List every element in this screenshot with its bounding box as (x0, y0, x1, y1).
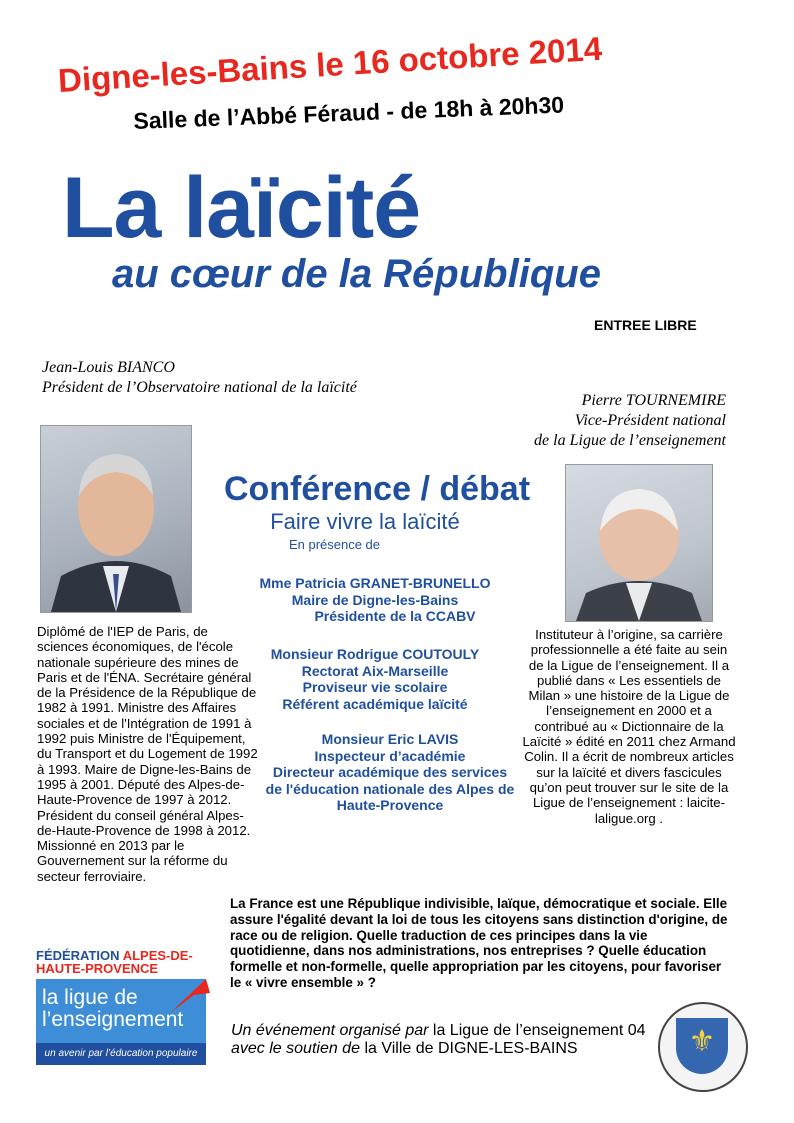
portrait-right-illustration (566, 465, 712, 621)
speaker-right-photo (565, 464, 713, 622)
ligue-logo-text (42, 987, 183, 1031)
guest-line: Proviseur vie scolaire (302, 679, 448, 695)
fleur-de-lis-icon: ⚜ (688, 1025, 716, 1058)
conference-title: Conférence / débat (223, 470, 531, 508)
organiser-italic: Un événement organisé par (231, 1022, 429, 1039)
speaker-right-role-line1: Vice-Président national (574, 412, 726, 429)
guest-line: Directeur académique des services (272, 764, 508, 780)
speaker-left-name: Jean-Louis BIANCO (42, 359, 175, 376)
speaker-right-name: Pierre TOURNEMIRE (581, 392, 726, 409)
federation-region-1: ALPES-DE- (122, 948, 193, 963)
speaker-left-bio: Diplômé de l'IEP de Paris, de sciences économiques, de l'école nationale supérieure des mines de Paris et de l'ÉNA. Secrétaire général de la Présidence de la République de 1982 à 1991. Ministre des Affaires sociales et de l'Intégration de 1991 à 1992 puis Ministre de l'Équipement, du Transport et du Logement de 1992 à 1993. Maire de Digne-les-Bains de 1995 à 2001. Député des Alpes-de-Haute-Provence de 1997 à 2012. Président du conseil général Alpes-de-Haute-Provence de 1998 à 2012. Missionné en 2013 par le Gouvernement sur la réforme du secteur ferroviaire. (37, 624, 258, 884)
speaker-left-photo (40, 425, 192, 613)
city-seal-icon (658, 1002, 748, 1092)
main-title: La laïcité (62, 160, 421, 256)
support-italic: avec le soutien de (231, 1040, 360, 1057)
red-arrow-icon (166, 973, 214, 1021)
main-subtitle: au cœur de la République (112, 252, 601, 296)
guest-line: Monsieur Rodrigue COUTOULY (270, 646, 480, 662)
federation-label (36, 949, 193, 975)
speaker-right-caption (380, 391, 726, 451)
logo-line1: la ligue de (42, 986, 138, 1009)
guest-line: Présidente de la CCABV (314, 608, 476, 624)
guest-line: Haute-Provence (336, 797, 444, 813)
guest-granet-brunello (230, 575, 520, 625)
federation-word: FÉDÉRATION (36, 948, 120, 963)
organiser-name: la Ligue de l’enseignement 04 (432, 1022, 646, 1039)
federation-region-2: HAUTE-PROVENCE (36, 961, 159, 976)
manifesto-text: La France est une République indivisible, laïque, démocratique et sociale. Elle assure l'égalité devant la loi de tous les citoyens sans distinction d'origine, de race ou de religion. Quelle traduction de ces principes dans la vie quotidienne, dans nos administrations, nos entreprises ? Quelle éducation formelle et non-formelle, quelle appropriation par les citoyens, pour favoriser le « vivre ensemble » ? (230, 896, 728, 990)
guest-line: Maire de Digne-les-Bains (291, 591, 459, 608)
event-date-heading: Digne-les-Bains le 16 octobre 2014 (57, 29, 603, 99)
seal-shield (676, 1018, 728, 1074)
guest-line: Mme Patricia GRANET-BRUNELLO (259, 575, 491, 591)
speaker-right-bio: Instituteur à l’origine, sa carrière professionnelle a été faite au sein de la Ligue de l’enseignement. Il a publié dans « Les essentiels de Milan » une histoire de la Ligue de l’enseignement en 2000 et a contribué au « Dictionnaire de la Laïcité » édité en 2011 chez Armand Colin. Il a écrit de nombreux articles sur la laïcité et divers fascicules qu’on peut trouver sur le site de la Ligue de l’enseignement : laicite-laligue.org . (522, 627, 736, 826)
ligue-logo (36, 979, 206, 1065)
guest-line: Monsieur Eric LAVIS (321, 731, 459, 747)
guest-line: Référent académique laïcité (282, 695, 468, 712)
logo-tagline: un avenir par l’éducation populaire (36, 1043, 206, 1065)
free-entry-label: ENTREE LIBRE (594, 317, 697, 333)
speaker-left-caption (42, 358, 357, 398)
guest-coutouly (230, 646, 520, 712)
logo-line2: l’enseignement (42, 1008, 184, 1031)
guest-lavis (230, 731, 550, 814)
organiser-credit (231, 1022, 646, 1058)
speaker-left-role: Président de l’Observatoire national de la laïcité (42, 379, 357, 396)
guest-line: Rectorat Aix-Marseille (301, 662, 449, 679)
event-venue-heading: Salle de l’Abbé Féraud - de 18h à 20h30 (133, 91, 565, 134)
support-name: la Ville de DIGNE-LES-BAINS (364, 1040, 578, 1057)
guest-line: de l'éducation nationale des Alpes de (265, 780, 515, 797)
speaker-right-role-line2: de la Ligue de l’enseignement (534, 432, 726, 449)
guest-line: Inspecteur d’académie (314, 747, 466, 764)
conference-subtitle: Faire vivre la laïcité (270, 509, 460, 534)
portrait-left-illustration (41, 426, 191, 612)
conference-presence-label: En présence de (288, 537, 381, 552)
